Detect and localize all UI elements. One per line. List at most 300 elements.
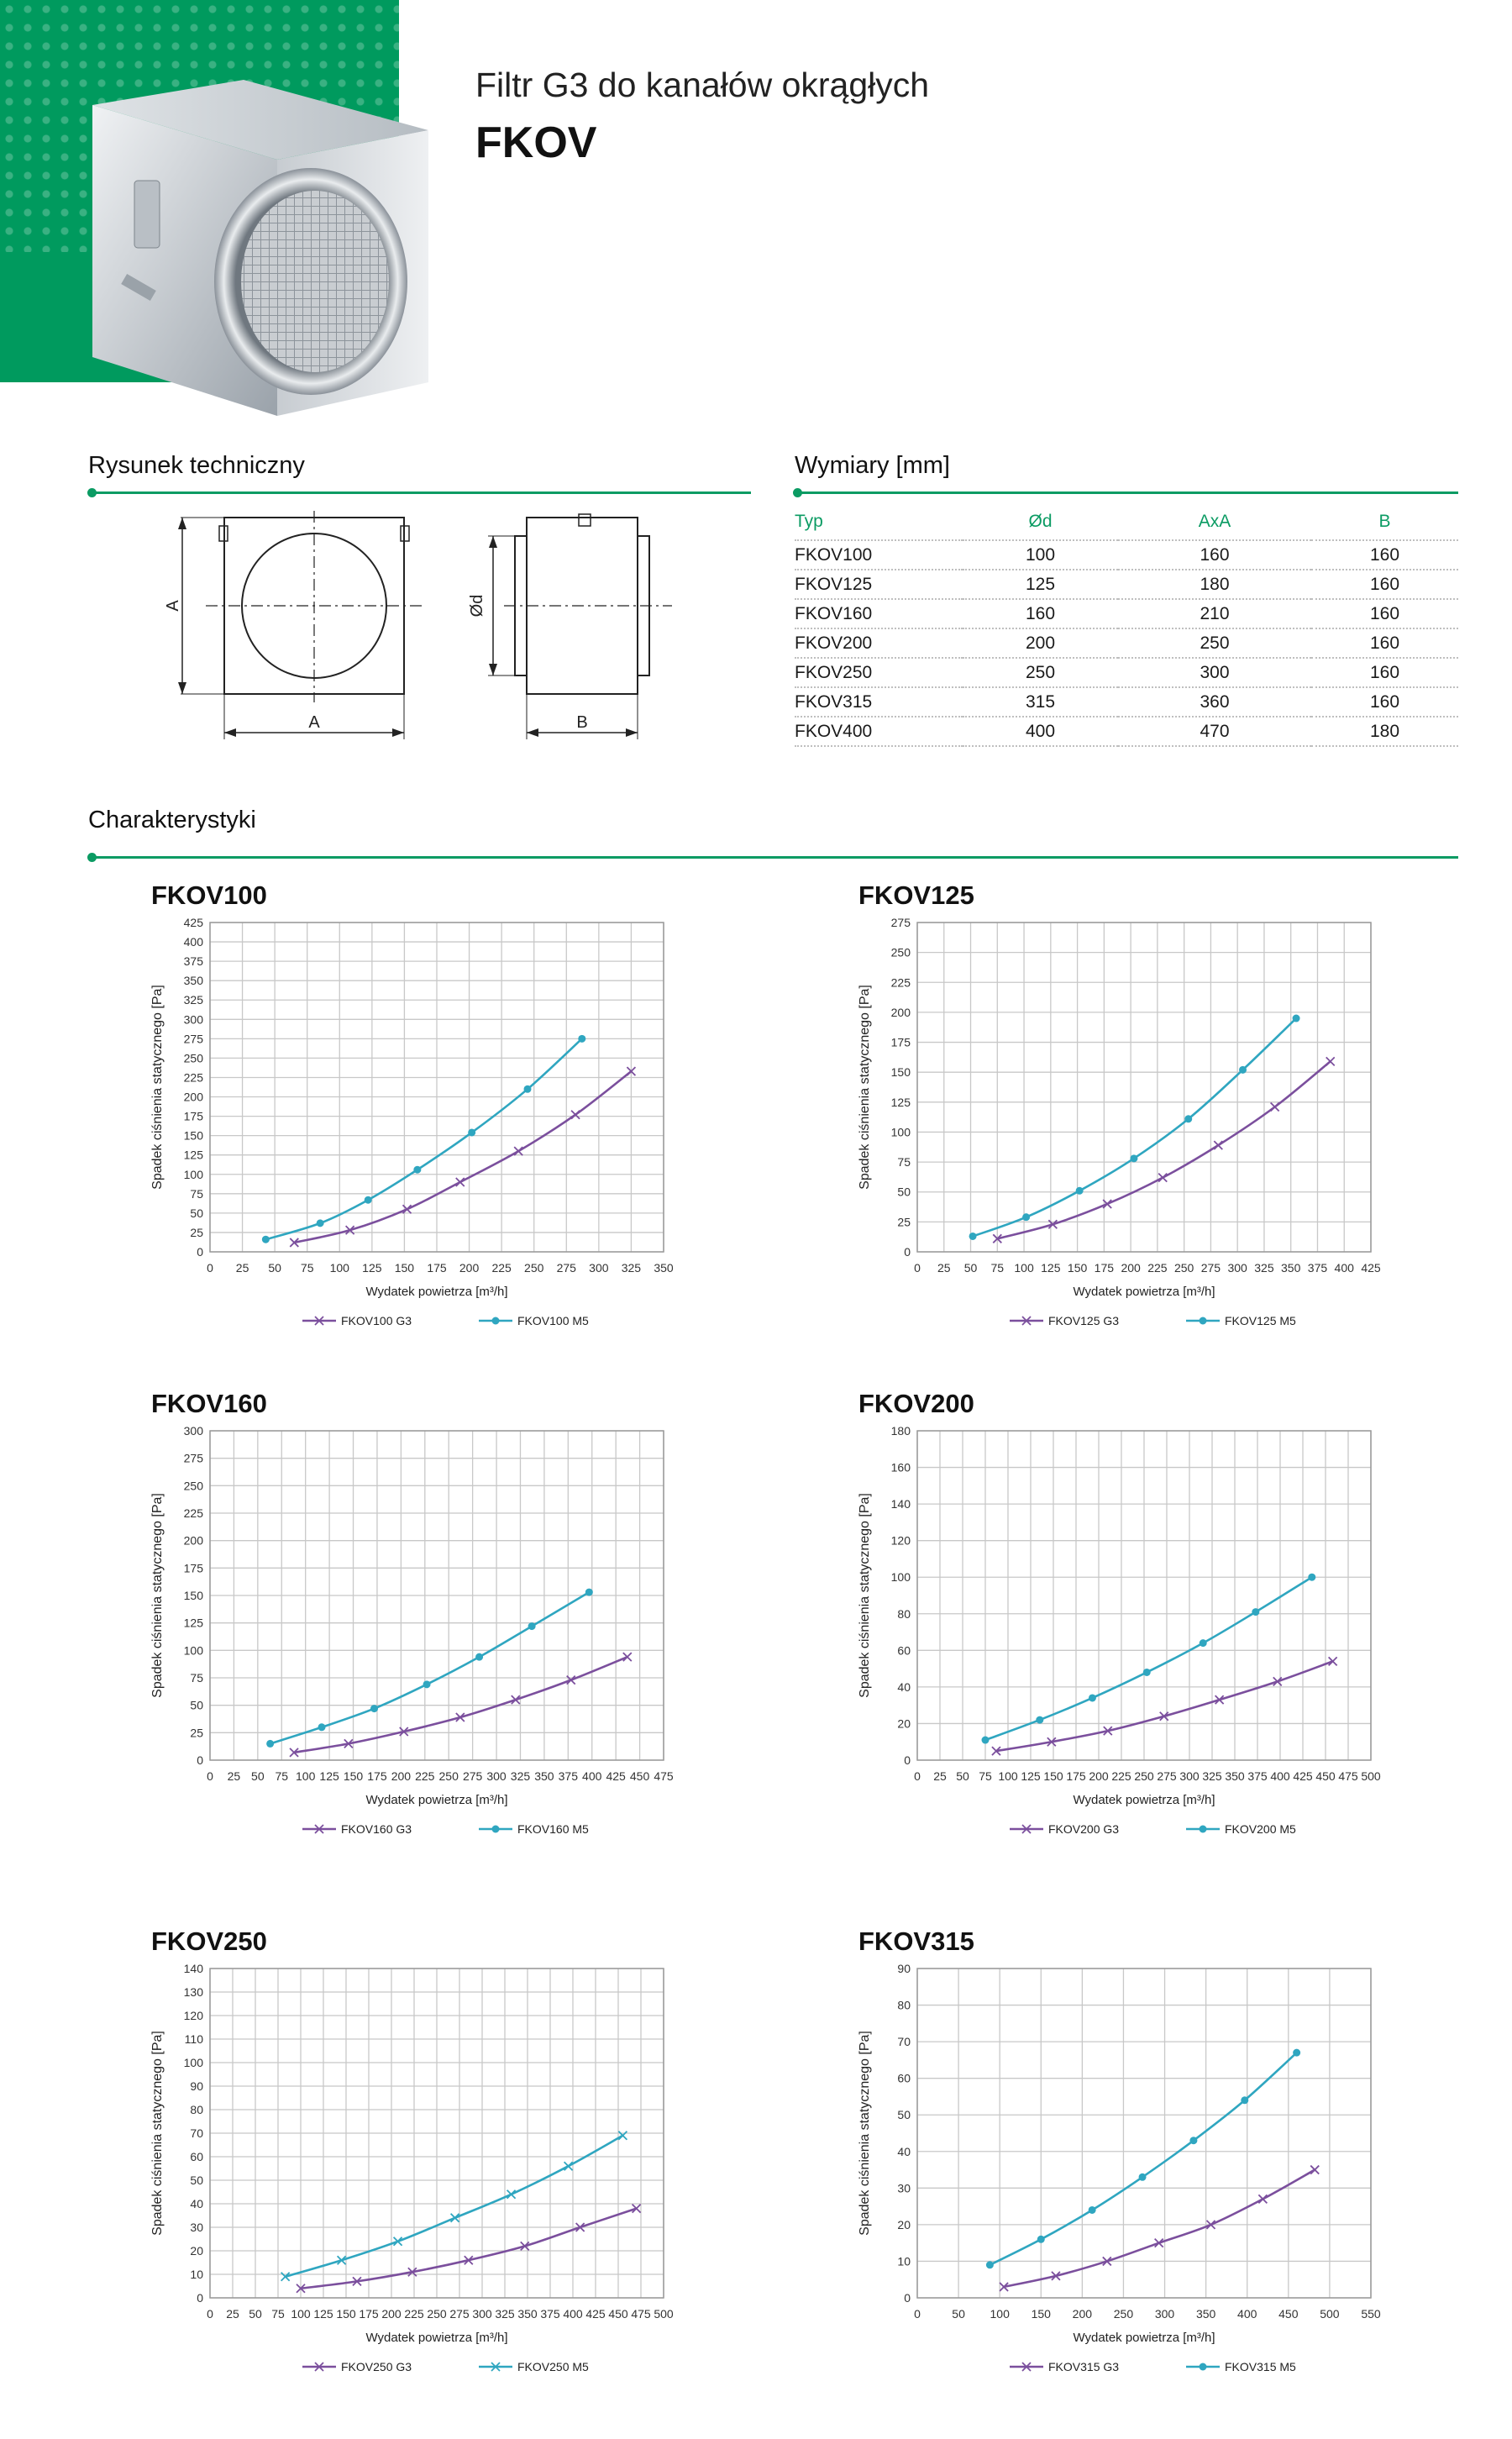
- legend-label: FKOV125 G3: [1048, 1314, 1120, 1327]
- y-tick-label: 80: [897, 1998, 911, 2012]
- x-tick-label: 200: [381, 2307, 402, 2321]
- x-tick-label: 275: [1157, 1769, 1177, 1783]
- y-tick-label: 50: [190, 1206, 203, 1220]
- table-cell: 160: [1311, 687, 1458, 717]
- x-tick-label: 500: [1320, 2307, 1340, 2321]
- x-tick-label: 50: [251, 1769, 265, 1783]
- legend-marker: [1200, 2363, 1207, 2371]
- x-tick-label: 100: [291, 2307, 311, 2321]
- dim-label-b: B: [576, 713, 588, 732]
- x-tick-label: 125: [313, 2307, 333, 2321]
- y-tick-label: 40: [897, 2144, 911, 2158]
- y-tick-label: 90: [190, 2079, 203, 2093]
- legend-label: FKOV160 M5: [517, 1822, 589, 1836]
- x-tick-label: 350: [1225, 1769, 1245, 1783]
- table-cell: 315: [963, 687, 1118, 717]
- x-tick-label: 75: [271, 2307, 285, 2321]
- y-tick-label: 175: [890, 1035, 911, 1049]
- data-point: [1258, 2195, 1267, 2203]
- x-tick-label: 50: [249, 2307, 262, 2321]
- x-tick-label: 375: [1247, 1769, 1268, 1783]
- table-cell: 160: [1311, 658, 1458, 687]
- x-tick-label: 200: [1121, 1261, 1141, 1275]
- table-cell: 400: [963, 717, 1118, 746]
- x-tick-label: 75: [275, 1769, 289, 1783]
- x-tick-label: 450: [1278, 2307, 1299, 2321]
- x-tick-label: 100: [329, 1261, 349, 1275]
- x-tick-label: 400: [1270, 1769, 1290, 1783]
- data-point: [514, 1147, 522, 1155]
- table-row: [795, 599, 1458, 628]
- y-tick-label: 125: [183, 1616, 203, 1630]
- table-header-axa: AxA: [1118, 504, 1311, 540]
- x-tick-label: 25: [226, 2307, 239, 2321]
- y-tick-label: 40: [190, 2197, 203, 2210]
- x-axis-label: Wydatek powietrza [m³/h]: [365, 1285, 508, 1299]
- x-tick-label: 425: [1361, 1261, 1381, 1275]
- x-tick-label: 175: [427, 1261, 447, 1275]
- series-line-m5: [270, 1592, 590, 1743]
- series-line-g3: [1004, 2170, 1315, 2287]
- section-title-drawing: Rysunek techniczny: [88, 452, 305, 479]
- chart-title-fkov315: FKOV315: [858, 1926, 974, 1956]
- x-tick-label: 400: [563, 2307, 583, 2321]
- x-tick-label: 225: [1147, 1261, 1168, 1275]
- y-tick-label: 80: [190, 2103, 203, 2116]
- y-axis-label: Spadek ciśnienia statycznego [Pa]: [150, 2031, 165, 2236]
- section-title-characteristics: Charakterystyki: [88, 807, 256, 833]
- data-point: [317, 1219, 324, 1227]
- y-tick-label: 250: [890, 945, 911, 959]
- y-tick-label: 250: [183, 1051, 203, 1065]
- series-line-g3: [996, 1661, 1333, 1751]
- table-cell-type: FKOV160: [795, 599, 963, 628]
- x-tick-label: 125: [1021, 1769, 1041, 1783]
- y-tick-label: 25: [190, 1726, 203, 1740]
- y-tick-label: 90: [897, 1962, 911, 1975]
- legend-label: FKOV315 M5: [1225, 2360, 1296, 2373]
- x-tick-label: 350: [1195, 2307, 1216, 2321]
- x-tick-label: 450: [608, 2307, 628, 2321]
- x-axis-label: Wydatek powietrza [m³/h]: [365, 1793, 508, 1807]
- table-cell: 180: [1118, 570, 1311, 599]
- y-tick-label: 200: [183, 1533, 203, 1548]
- y-tick-label: 30: [897, 2181, 911, 2195]
- x-tick-label: 400: [582, 1769, 602, 1783]
- y-tick-label: 120: [890, 1533, 911, 1548]
- y-tick-label: 200: [890, 1005, 911, 1019]
- data-point: [1089, 1694, 1096, 1701]
- x-tick-label: 325: [1254, 1261, 1274, 1275]
- y-tick-label: 60: [190, 2150, 203, 2163]
- y-tick-label: 50: [190, 2174, 203, 2187]
- x-tick-label: 250: [438, 1769, 459, 1783]
- data-point: [986, 2261, 994, 2268]
- y-tick-label: 70: [897, 2035, 911, 2049]
- legend-label: FKOV100 M5: [517, 1314, 589, 1327]
- x-tick-label: 0: [914, 2307, 921, 2321]
- table-cell: 470: [1118, 717, 1311, 746]
- y-tick-label: 25: [897, 1215, 911, 1229]
- data-point: [528, 1622, 536, 1630]
- x-tick-label: 175: [367, 1769, 387, 1783]
- x-tick-label: 225: [404, 2307, 424, 2321]
- x-tick-label: 550: [1361, 2307, 1381, 2321]
- table-row: [795, 717, 1458, 746]
- x-tick-label: 500: [654, 2307, 674, 2321]
- x-tick-label: 50: [963, 1261, 978, 1275]
- table-cell: 360: [1118, 687, 1311, 717]
- y-tick-label: 160: [890, 1460, 911, 1474]
- y-tick-label: 275: [890, 916, 911, 929]
- series-line-m5: [985, 1577, 1312, 1740]
- legend-label: FKOV200 G3: [1048, 1822, 1120, 1836]
- table-cell-type: FKOV200: [795, 628, 963, 658]
- x-tick-label: 175: [1066, 1769, 1086, 1783]
- data-point: [365, 1196, 372, 1204]
- y-tick-label: 350: [183, 974, 203, 988]
- y-tick-label: 50: [897, 1185, 911, 1199]
- x-tick-label: 0: [914, 1769, 921, 1783]
- y-axis-label: Spadek ciśnienia statycznego [Pa]: [150, 1493, 165, 1698]
- x-tick-label: 150: [343, 1769, 364, 1783]
- series-line-g3: [301, 2209, 637, 2289]
- x-tick-label: 250: [1134, 1769, 1154, 1783]
- x-tick-label: 200: [1072, 2307, 1093, 2321]
- x-tick-label: 100: [296, 1769, 316, 1783]
- data-point: [1089, 2206, 1096, 2214]
- data-point: [1308, 1574, 1315, 1581]
- x-tick-label: 275: [449, 2307, 470, 2321]
- y-tick-label: 70: [190, 2126, 203, 2140]
- x-tick-label: 350: [534, 1769, 554, 1783]
- x-tick-label: 350: [654, 1261, 674, 1275]
- y-axis-label: Spadek ciśnienia statycznego [Pa]: [858, 985, 872, 1190]
- y-tick-label: 150: [183, 1589, 203, 1602]
- section-rule: [92, 856, 1458, 859]
- x-axis-label: Wydatek powietrza [m³/h]: [365, 2331, 508, 2345]
- y-tick-label: 125: [183, 1148, 203, 1162]
- table-cell: 250: [963, 658, 1118, 687]
- table-cell: 160: [1311, 599, 1458, 628]
- y-tick-label: 110: [184, 2032, 203, 2046]
- table-cell-type: FKOV100: [795, 540, 963, 570]
- y-tick-label: 20: [190, 2244, 203, 2258]
- legend-label: FKOV250 M5: [517, 2360, 589, 2373]
- legend-marker: [492, 1317, 500, 1325]
- data-point: [318, 1723, 326, 1731]
- table-cell-type: FKOV250: [795, 658, 963, 687]
- x-tick-label: 325: [1202, 1769, 1222, 1783]
- table-cell: 200: [963, 628, 1118, 658]
- x-tick-label: 275: [556, 1261, 576, 1275]
- x-tick-label: 25: [235, 1261, 249, 1275]
- x-tick-label: 125: [362, 1261, 382, 1275]
- x-tick-label: 100: [990, 2307, 1010, 2321]
- x-tick-label: 25: [933, 1769, 947, 1783]
- x-tick-label: 150: [394, 1261, 415, 1275]
- y-tick-label: 0: [904, 1753, 911, 1767]
- x-tick-label: 350: [1281, 1261, 1301, 1275]
- y-tick-label: 50: [190, 1698, 203, 1712]
- y-tick-label: 140: [890, 1497, 911, 1511]
- x-axis-label: Wydatek powietrza [m³/h]: [1073, 1285, 1215, 1299]
- x-tick-label: 175: [359, 2307, 379, 2321]
- data-point: [1241, 2096, 1248, 2104]
- y-tick-label: 0: [904, 2291, 911, 2305]
- table-cell: 100: [963, 540, 1118, 570]
- x-tick-label: 25: [937, 1261, 951, 1275]
- y-tick-label: 80: [897, 1606, 911, 1621]
- y-axis-label: Spadek ciśnienia statycznego [Pa]: [150, 985, 165, 1190]
- legend-label: FKOV125 M5: [1225, 1314, 1296, 1327]
- x-tick-label: 450: [629, 1769, 650, 1783]
- series-line-g3: [997, 1061, 1330, 1238]
- x-tick-label: 225: [1111, 1769, 1131, 1783]
- table-header-diameter: Ød: [963, 504, 1118, 540]
- plot-frame: [917, 923, 1371, 1252]
- y-tick-label: 150: [183, 1128, 203, 1143]
- x-tick-label: 200: [391, 1769, 412, 1783]
- table-cell: 160: [1311, 628, 1458, 658]
- y-tick-label: 0: [197, 1753, 203, 1767]
- chart-title-fkov125: FKOV125: [858, 880, 974, 910]
- data-point: [618, 2131, 627, 2140]
- table-cell: 125: [963, 570, 1118, 599]
- data-point: [370, 1705, 378, 1712]
- data-point: [475, 1653, 483, 1661]
- data-point: [262, 1236, 270, 1243]
- x-tick-label: 100: [998, 1769, 1018, 1783]
- legend-label: FKOV100 G3: [341, 1314, 412, 1327]
- chart-fkov125: [850, 916, 1438, 1336]
- data-point: [1200, 1639, 1207, 1647]
- data-point: [1293, 1015, 1300, 1022]
- x-tick-label: 0: [207, 2307, 213, 2321]
- table-header-type: Typ: [795, 504, 963, 540]
- data-point: [524, 1085, 532, 1093]
- x-tick-label: 0: [914, 1261, 921, 1275]
- y-axis-label: Spadek ciśnienia statycznego [Pa]: [858, 1493, 872, 1698]
- y-tick-label: 175: [183, 1561, 203, 1575]
- y-tick-label: 425: [183, 916, 203, 929]
- data-point: [1130, 1154, 1137, 1162]
- y-tick-label: 275: [183, 1451, 203, 1465]
- chart-title-fkov160: FKOV160: [151, 1389, 267, 1418]
- product-image: [59, 80, 445, 424]
- section-rule: [92, 491, 751, 494]
- x-tick-label: 0: [207, 1769, 213, 1783]
- x-tick-label: 200: [1089, 1769, 1109, 1783]
- chart-fkov200: [850, 1424, 1438, 1844]
- y-tick-label: 75: [190, 1671, 203, 1685]
- table-cell-type: FKOV315: [795, 687, 963, 717]
- data-point: [423, 1680, 431, 1688]
- x-tick-label: 300: [1227, 1261, 1247, 1275]
- data-point: [578, 1035, 585, 1043]
- x-tick-label: 0: [207, 1261, 213, 1275]
- x-tick-label: 475: [631, 2307, 651, 2321]
- data-point: [571, 1111, 580, 1119]
- data-point: [266, 1740, 274, 1748]
- table-cell: 250: [1118, 628, 1311, 658]
- y-tick-label: 120: [183, 2009, 203, 2022]
- chart-fkov315: [850, 1962, 1438, 2382]
- x-tick-label: 375: [1307, 1261, 1328, 1275]
- x-tick-label: 250: [427, 2307, 447, 2321]
- y-tick-label: 200: [183, 1090, 203, 1104]
- table-row: [795, 570, 1458, 599]
- dim-label-a-horizontal: A: [308, 713, 320, 732]
- x-tick-label: 125: [1041, 1261, 1061, 1275]
- table-row: [795, 540, 1458, 570]
- x-tick-label: 400: [1334, 1261, 1354, 1275]
- x-tick-label: 425: [585, 2307, 606, 2321]
- x-tick-label: 50: [268, 1261, 281, 1275]
- chart-fkov160: [143, 1424, 731, 1844]
- y-tick-label: 100: [890, 1570, 911, 1585]
- data-point: [1214, 1141, 1222, 1149]
- y-tick-label: 30: [190, 2221, 203, 2234]
- technical-drawing: [164, 504, 693, 756]
- legend-label: FKOV160 G3: [341, 1822, 412, 1836]
- data-point: [1293, 2049, 1300, 2057]
- data-point: [1310, 2166, 1319, 2174]
- data-point: [1143, 1669, 1151, 1676]
- y-tick-label: 50: [897, 2108, 911, 2122]
- x-tick-label: 250: [1173, 1261, 1194, 1275]
- x-tick-label: 25: [227, 1769, 241, 1783]
- x-tick-label: 100: [1014, 1261, 1034, 1275]
- data-point: [969, 1233, 977, 1240]
- x-tick-label: 225: [415, 1769, 435, 1783]
- data-point: [1158, 1174, 1167, 1182]
- chart-title-fkov100: FKOV100: [151, 880, 267, 910]
- x-tick-label: 325: [510, 1769, 531, 1783]
- section-rule: [798, 491, 1458, 494]
- x-tick-label: 425: [1293, 1769, 1313, 1783]
- dim-label-a-vertical: A: [164, 600, 182, 612]
- legend-marker: [1200, 1317, 1207, 1325]
- y-tick-label: 300: [183, 1012, 203, 1027]
- table-cell: 160: [1118, 540, 1311, 570]
- x-tick-label: 350: [517, 2307, 538, 2321]
- data-point: [451, 2214, 459, 2222]
- y-tick-label: 175: [183, 1109, 203, 1123]
- table-cell: 160: [963, 599, 1118, 628]
- x-tick-label: 325: [621, 1261, 642, 1275]
- y-axis-label: Spadek ciśnienia statycznego [Pa]: [858, 2031, 872, 2236]
- y-tick-label: 20: [897, 2217, 911, 2231]
- legend-label: FKOV200 M5: [1225, 1822, 1296, 1836]
- legend-marker: [492, 1826, 500, 1833]
- table-header-row: [795, 504, 1458, 540]
- data-point: [1271, 1103, 1279, 1112]
- data-point: [507, 2190, 516, 2199]
- x-tick-label: 250: [524, 1261, 544, 1275]
- x-tick-label: 400: [1237, 2307, 1257, 2321]
- data-point: [1076, 1187, 1084, 1195]
- x-tick-label: 150: [1031, 2307, 1051, 2321]
- x-tick-label: 75: [990, 1261, 1005, 1275]
- y-tick-label: 225: [890, 975, 911, 990]
- y-tick-label: 60: [897, 1643, 911, 1658]
- legend-label: FKOV250 G3: [341, 2360, 412, 2373]
- x-tick-label: 300: [1179, 1769, 1200, 1783]
- x-tick-label: 300: [472, 2307, 492, 2321]
- x-tick-label: 150: [1067, 1261, 1088, 1275]
- page-subtitle: Filtr G3 do kanałów okrągłych: [475, 66, 930, 104]
- x-tick-label: 300: [589, 1261, 609, 1275]
- y-tick-label: 300: [183, 1424, 203, 1438]
- table-cell: 160: [1311, 540, 1458, 570]
- x-tick-label: 450: [1315, 1769, 1336, 1783]
- x-axis-label: Wydatek powietrza [m³/h]: [1073, 2331, 1215, 2345]
- y-tick-label: 400: [183, 935, 203, 949]
- chart-title-fkov250: FKOV250: [151, 1926, 267, 1956]
- y-tick-label: 10: [190, 2268, 203, 2281]
- dim-label-diameter: Ød: [468, 594, 486, 618]
- y-tick-label: 75: [190, 1186, 203, 1201]
- x-tick-label: 225: [491, 1261, 512, 1275]
- dimensions-table: [795, 504, 1458, 747]
- y-tick-label: 0: [904, 1245, 911, 1259]
- x-tick-label: 500: [1361, 1769, 1381, 1783]
- x-tick-label: 200: [459, 1261, 480, 1275]
- table-cell: 210: [1118, 599, 1311, 628]
- chart-fkov250: [143, 1962, 731, 2382]
- table-row: [795, 628, 1458, 658]
- y-tick-label: 140: [183, 1962, 203, 1975]
- x-tick-label: 425: [606, 1769, 626, 1783]
- x-tick-label: 50: [956, 1769, 969, 1783]
- y-tick-label: 25: [190, 1225, 203, 1239]
- page-title: FKOV: [475, 118, 597, 167]
- data-point: [1239, 1066, 1247, 1074]
- x-tick-label: 75: [979, 1769, 992, 1783]
- chart-title-fkov200: FKOV200: [858, 1389, 974, 1418]
- data-point: [564, 2162, 573, 2170]
- x-tick-label: 50: [952, 2307, 965, 2321]
- data-point: [1326, 1057, 1335, 1065]
- y-tick-label: 60: [897, 2071, 911, 2085]
- y-tick-label: 325: [183, 993, 203, 1007]
- y-tick-label: 100: [183, 1167, 203, 1181]
- section-title-dimensions: Wymiary [mm]: [795, 452, 950, 479]
- y-tick-label: 20: [897, 1716, 911, 1731]
- data-point: [623, 1653, 632, 1661]
- table-header-b: B: [1311, 504, 1458, 540]
- data-point: [1022, 1213, 1030, 1221]
- y-tick-label: 130: [183, 1985, 203, 1999]
- x-tick-label: 150: [336, 2307, 356, 2321]
- y-tick-label: 250: [183, 1479, 203, 1493]
- table-row: [795, 687, 1458, 717]
- data-point: [1036, 1716, 1043, 1724]
- y-tick-label: 180: [890, 1424, 911, 1438]
- x-axis-label: Wydatek powietrza [m³/h]: [1073, 1793, 1215, 1807]
- data-point: [468, 1128, 475, 1136]
- data-point: [1252, 1608, 1259, 1616]
- x-tick-label: 300: [486, 1769, 507, 1783]
- table-cell: 160: [1311, 570, 1458, 599]
- data-point: [456, 1178, 465, 1186]
- y-tick-label: 75: [897, 1155, 911, 1170]
- x-tick-label: 250: [1113, 2307, 1134, 2321]
- x-tick-label: 275: [1200, 1261, 1221, 1275]
- y-tick-label: 225: [183, 1506, 203, 1520]
- data-point: [413, 1166, 421, 1174]
